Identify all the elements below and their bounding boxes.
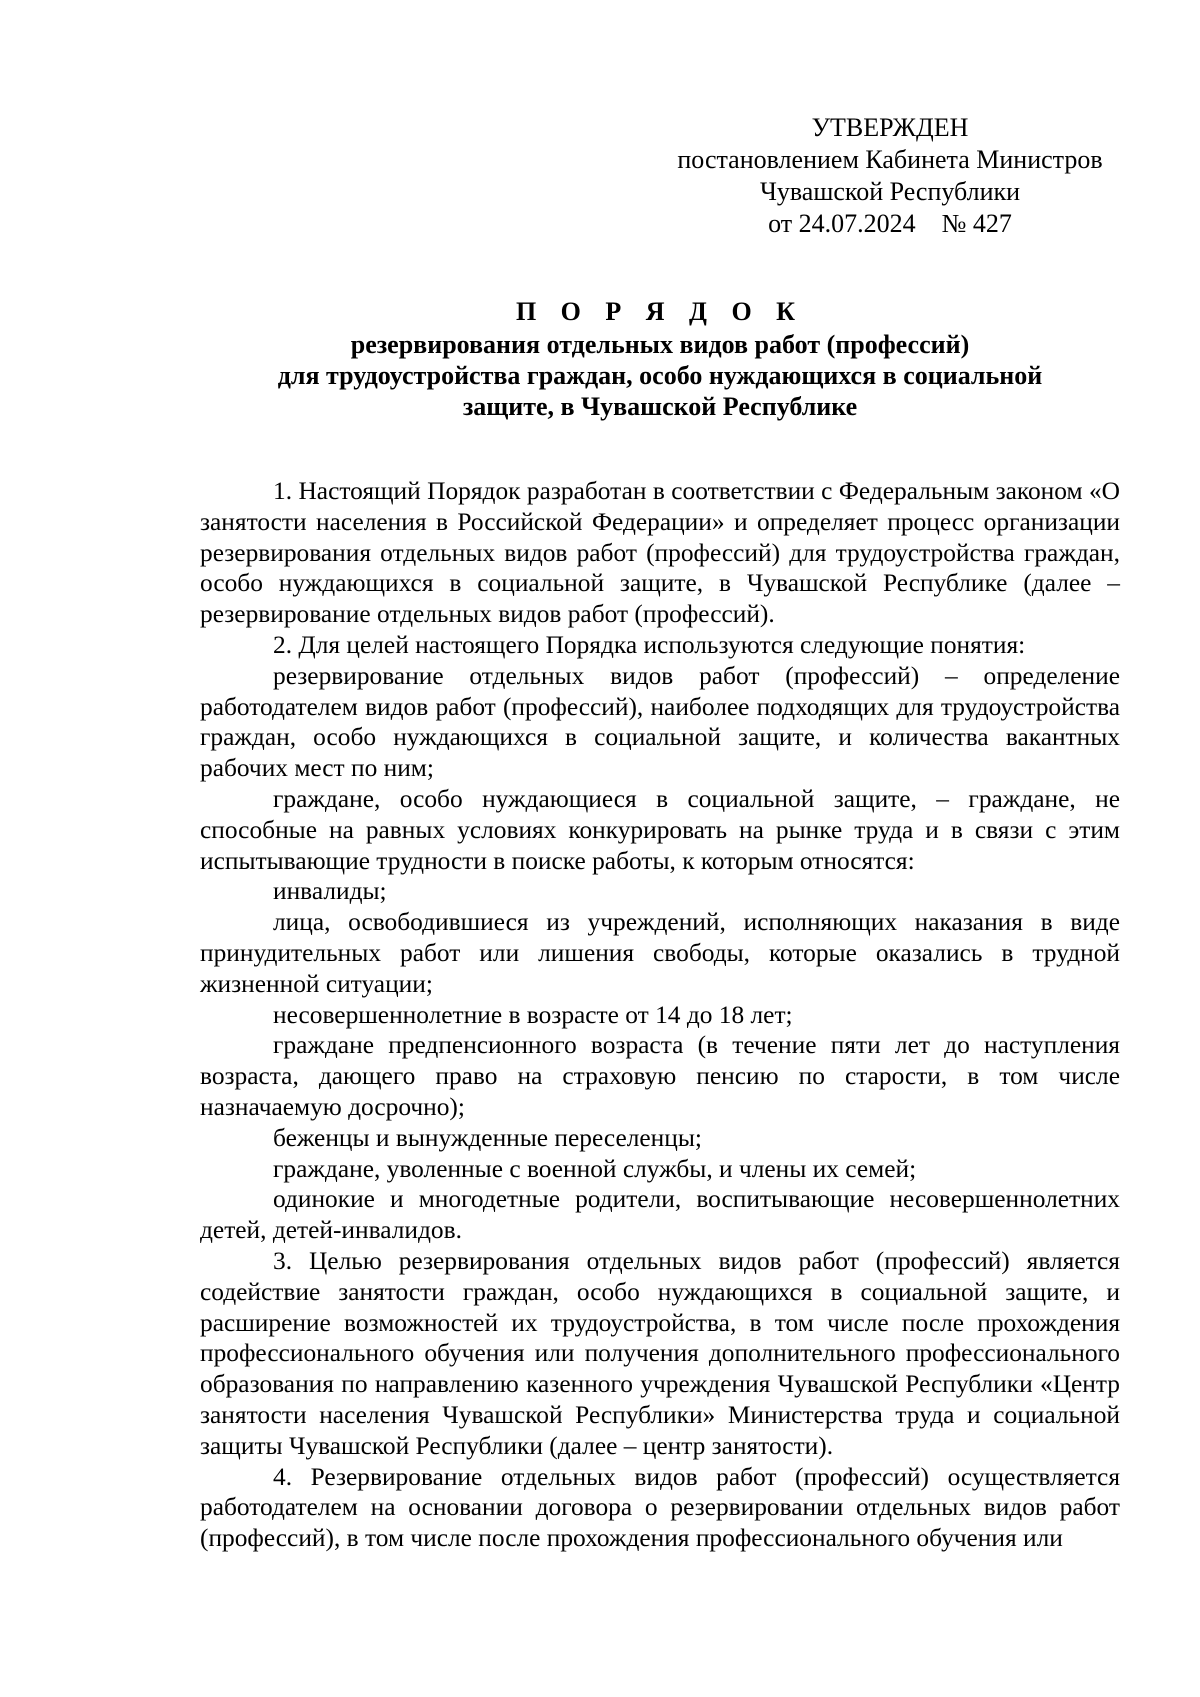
approval-authority: постановлением Кабинета Министров [677, 145, 1103, 174]
document-subtitle-line-1: резервирования отдельных видов работ (профессий) [350, 330, 970, 359]
paragraph-definition-citizens: граждане, особо нуждающиеся в социальной защите, – граждане, не способные на равных условиях конкурировать на рынке труда и в связи с этим испытывающие трудности в поиске работы, к которым относятся: [200, 784, 1120, 875]
paragraph-3: 3. Целью резервирования отдельных видов работ (профессий) является содействие занятости граждан, особо нуждающихся в социальной защите, и расширение возможностей их трудоустройства, в том числе после прохождения профессионального обучения или получения дополнительного профессионального образования по направлению казенного учреждения Чувашской Республики «Центр занятости населения Чувашской Республики» Министерства труда и социальной защиты Чувашской Республики (далее – центр занятости). [200, 1246, 1120, 1460]
document-subtitle-line-3: защите, в Чувашской Республике [462, 392, 858, 421]
approval-stamp [660, 112, 1120, 240]
paragraph-definition-reservation: резервирование отдельных видов работ (профессий) – определение работодателем видов работ (профессий), наиболее подходящих для трудоустройства граждан, особо нуждающихся в социальной защите, и количества вакантных рабочих мест по ним; [200, 661, 1120, 783]
document-subtitle-line-2: для трудоустройства граждан, особо нуждающихся в социальной [277, 361, 1043, 390]
approval-heading: УТВЕРЖДЕН [811, 113, 969, 142]
list-item-minors: несовершеннолетние в возрасте от 14 до 18 лет; [273, 1000, 793, 1029]
list-item-pre-retirement: граждане предпенсионного возраста (в течение пяти лет до наступления возраста, дающего право на страховую пенсию по старости, в том числе назначаемую досрочно); [200, 1031, 1120, 1121]
list-item-parents: одинокие и многодетные родители, воспитывающие несовершеннолетних детей, детей-инвалидов. [200, 1185, 1120, 1245]
document-title: П О Р Я Д О К [515, 297, 805, 326]
document-title-block [200, 296, 1120, 422]
approval-region: Чувашской Республики [759, 177, 1021, 206]
list-item-released: лица, освободившиеся из учреждений, исполняющих наказания в виде принудительных работ или лишения свободы, которые оказались в трудной жизненной ситуации; [200, 908, 1120, 998]
paragraph-4: 4. Резервирование отдельных видов работ (профессий) осуществляется работодателем на основании договора о резервировании отдельных видов работ (профессий), в том числе после прохождения профессионального обучения или [200, 1462, 1120, 1553]
paragraph-2: 2. Для целей настоящего Порядка используются следующие понятия: [273, 630, 1026, 659]
approval-date-number: от 24.07.2024 № 427 [768, 209, 1012, 238]
list-item-military: граждане, уволенные с военной службы, и члены их семей; [273, 1154, 917, 1183]
list-item-disabled: инвалиды; [273, 877, 387, 906]
document-body [200, 476, 1120, 1554]
paragraph-1: 1. Настоящий Порядок разработан в соответствии с Федеральным законом «О занятости населения в Российской Федерации» и определяет процесс организации резервирования отдельных видов работ (профессий) для трудоустройства граждан, особо нуждающихся в социальной защите, в Чувашской Республике (далее – резервирование отдельных видов работ (профессий). [200, 477, 1120, 629]
list-item-refugees: беженцы и вынужденные переселенцы; [273, 1123, 702, 1152]
